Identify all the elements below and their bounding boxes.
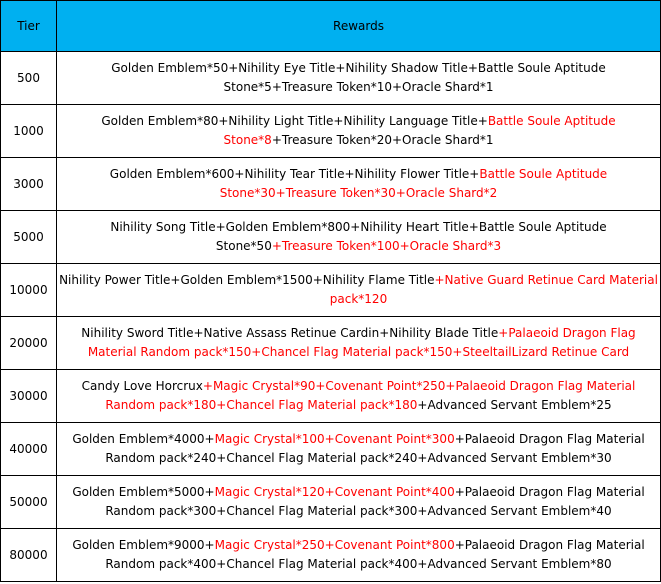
tier-cell: 10000: [1, 264, 57, 317]
table-row: [1, 211, 661, 264]
rewards-column-header: Rewards: [57, 1, 661, 52]
reward-text: Candy Love Horcrux: [81, 379, 203, 393]
rewards-cell: [57, 423, 661, 476]
tier-column-header: Tier: [1, 1, 57, 52]
highlighted-reward-text: Battle Soule Aptitude Stone*30+Treasure Token*30+Oracle Shard*2: [219, 167, 608, 200]
rewards-cell: [57, 370, 661, 423]
highlighted-reward-text: Magic Crystal*100+Covenant Point*300: [214, 432, 455, 446]
reward-text: Nihility Sword Title+Native Assass Retinue Cardin+Nihility Blade Title: [81, 326, 499, 340]
highlighted-reward-text: +Native Guard Retinue Card Material pack*120: [329, 273, 658, 306]
reward-text: Golden Emblem*600+Nihility Tear Title+Nihility Flower Title+: [109, 167, 480, 181]
table-row: [1, 476, 661, 529]
tier-cell: 50000: [1, 476, 57, 529]
rewards-cell: [57, 158, 661, 211]
table-row: [1, 529, 661, 582]
tier-cell: 20000: [1, 317, 57, 370]
table-row: [1, 423, 661, 476]
reward-text: Golden Emblem*4000+: [72, 432, 215, 446]
reward-text: +Palaeoid Dragon Flag Material Random pack*300+Chancel Flag Material pack*300+Advanced Servant Emblem*40: [105, 485, 645, 518]
rewards-cell: [57, 211, 661, 264]
reward-text: Nihility Song Title+Golden Emblem*800+Nihility Heart Title+Battle Soule Aptitude Stone*50: [110, 220, 607, 253]
table-row: [1, 105, 661, 158]
tier-cell: 80000: [1, 529, 57, 582]
tier-cell: 30000: [1, 370, 57, 423]
tier-cell: 5000: [1, 211, 57, 264]
rewards-cell: [57, 529, 661, 582]
tier-cell: 3000: [1, 158, 57, 211]
table-row: [1, 370, 661, 423]
rewards-cell: [57, 317, 661, 370]
tier-cell: 500: [1, 52, 57, 105]
reward-text: +Palaeoid Dragon Flag Material Random pack*240+Chancel Flag Material pack*240+Advanced Servant Emblem*30: [105, 432, 645, 465]
table-row: [1, 158, 661, 211]
reward-text: Golden Emblem*80+Nihility Light Title+Nihility Language Title+: [101, 114, 488, 128]
reward-text: +Palaeoid Dragon Flag Material Random pack*400+Chancel Flag Material pack*400+Advanced Servant Emblem*80: [105, 538, 645, 571]
table-row: [1, 264, 661, 317]
rewards-cell: [57, 105, 661, 158]
rewards-cell: [57, 52, 661, 105]
reward-text: Nihility Power Title+Golden Emblem*1500+Nihility Flame Title: [59, 273, 435, 287]
table-body: [1, 52, 661, 582]
header-row: [1, 1, 661, 52]
rewards-cell: [57, 476, 661, 529]
highlighted-reward-text: +Magic Crystal*90+Covenant Point*250+Palaeoid Dragon Flag Material Random pack*180+Chancel Flag Material pack*180: [105, 379, 636, 412]
reward-text: +Advanced Servant Emblem*25: [417, 398, 612, 412]
highlighted-reward-text: +Treasure Token*100+Oracle Shard*3: [271, 239, 502, 253]
table-row: [1, 52, 661, 105]
tier-cell: 1000: [1, 105, 57, 158]
highlighted-reward-text: +Palaeoid Dragon Flag Material Random pack*150+Chancel Flag Material pack*150+SteeltailLizard Retinue Card: [87, 326, 636, 359]
table-row: [1, 317, 661, 370]
highlighted-reward-text: Magic Crystal*250+Covenant Point*800: [214, 538, 455, 552]
rewards-cell: [57, 264, 661, 317]
tier-cell: 40000: [1, 423, 57, 476]
reward-text: Golden Emblem*5000+: [72, 485, 215, 499]
highlighted-reward-text: Battle Soule Aptitude Stone*8: [223, 114, 616, 147]
reward-text: Golden Emblem*50+Nihility Eye Title+Nihility Shadow Title+Battle Soule Aptitude Stone*5+Treasure Token*10+Oracle Shard*1: [111, 61, 606, 94]
highlighted-reward-text: Magic Crystal*120+Covenant Point*400: [214, 485, 455, 499]
reward-text: +Treasure Token*20+Oracle Shard*1: [271, 133, 494, 147]
reward-text: Golden Emblem*9000+: [72, 538, 215, 552]
